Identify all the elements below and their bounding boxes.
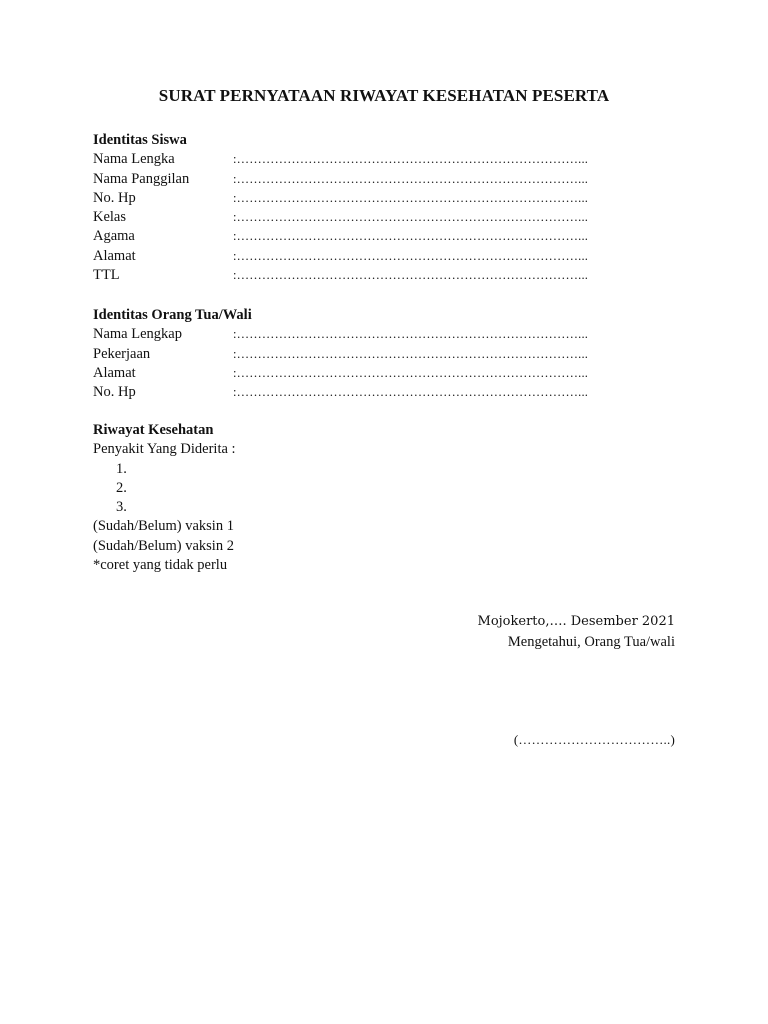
student-identity-heading: Identitas Siswa — [93, 132, 187, 148]
field-label: TTL — [93, 267, 120, 284]
parent-identity-heading: Identitas Orang Tua/Wali — [93, 307, 252, 323]
student-field-agama — [93, 227, 693, 246]
field-label: No. Hp — [93, 384, 136, 401]
student-field-nama-lengka — [93, 150, 693, 169]
field-label: Agama — [93, 228, 135, 245]
field-blank: :………………………………………………………………………... — [233, 229, 588, 244]
acknowledged-by: Mengetahui, Orang Tua/wali — [507, 634, 675, 650]
field-label: Kelas — [93, 209, 127, 226]
student-field-ttl — [93, 266, 693, 285]
parent-field-alamat — [93, 364, 693, 383]
health-history-section — [93, 421, 693, 575]
field-label: Nama Panggilan — [93, 170, 190, 187]
student-field-no-hp — [93, 189, 693, 208]
illness-label: Penyakit Yang Diderita : — [93, 441, 236, 458]
student-field-nama-panggilan — [93, 170, 693, 189]
student-field-kelas — [93, 208, 693, 227]
parent-field-nama-lengkap — [93, 325, 693, 344]
illness-item-3: 3. — [116, 499, 127, 516]
health-history-heading: Riwayat Kesehatan — [93, 422, 214, 438]
illness-item-1: 1. — [116, 460, 127, 477]
place-date: Mojokerto,…. Desember 2021 — [477, 614, 675, 629]
field-blank: :………………………………………………………………………... — [233, 171, 588, 186]
parent-identity-section — [93, 306, 693, 402]
field-blank: :………………………………………………………………………... — [233, 210, 588, 225]
student-field-alamat — [93, 247, 693, 266]
field-label: Nama Lengka — [93, 151, 175, 168]
vaccine-2-status: (Sudah/Belum) vaksin 2 — [93, 537, 234, 554]
field-blank: :………………………………………………………………………... — [233, 152, 588, 167]
field-blank: :………………………………………………………………………... — [233, 365, 588, 380]
parent-field-pekerjaan — [93, 345, 693, 364]
field-blank: :………………………………………………………………………... — [233, 248, 588, 263]
field-blank: :………………………………………………………………………... — [233, 385, 588, 400]
illness-item-2: 2. — [116, 479, 127, 496]
field-blank: :………………………………………………………………………... — [233, 346, 588, 361]
field-label: Alamat — [93, 247, 136, 264]
document-title: SURAT PERNYATAAN RIWAYAT KESEHATAN PESERTA — [158, 86, 610, 105]
field-label: No. Hp — [93, 189, 136, 206]
student-identity-section — [93, 131, 693, 285]
field-blank: :………………………………………………………………………... — [233, 327, 588, 342]
field-blank: :………………………………………………………………………... — [233, 190, 588, 205]
field-blank: :………………………………………………………………………... — [233, 268, 588, 283]
vaccine-1-status: (Sudah/Belum) vaksin 1 — [93, 518, 234, 535]
field-label: Nama Lengkap — [93, 326, 182, 343]
signature-name-blank: (……………………………..) — [513, 732, 675, 747]
strike-note: *coret yang tidak perlu — [93, 557, 228, 574]
field-label: Alamat — [93, 364, 136, 381]
field-label: Pekerjaan — [93, 345, 151, 362]
parent-field-no-hp — [93, 383, 693, 402]
